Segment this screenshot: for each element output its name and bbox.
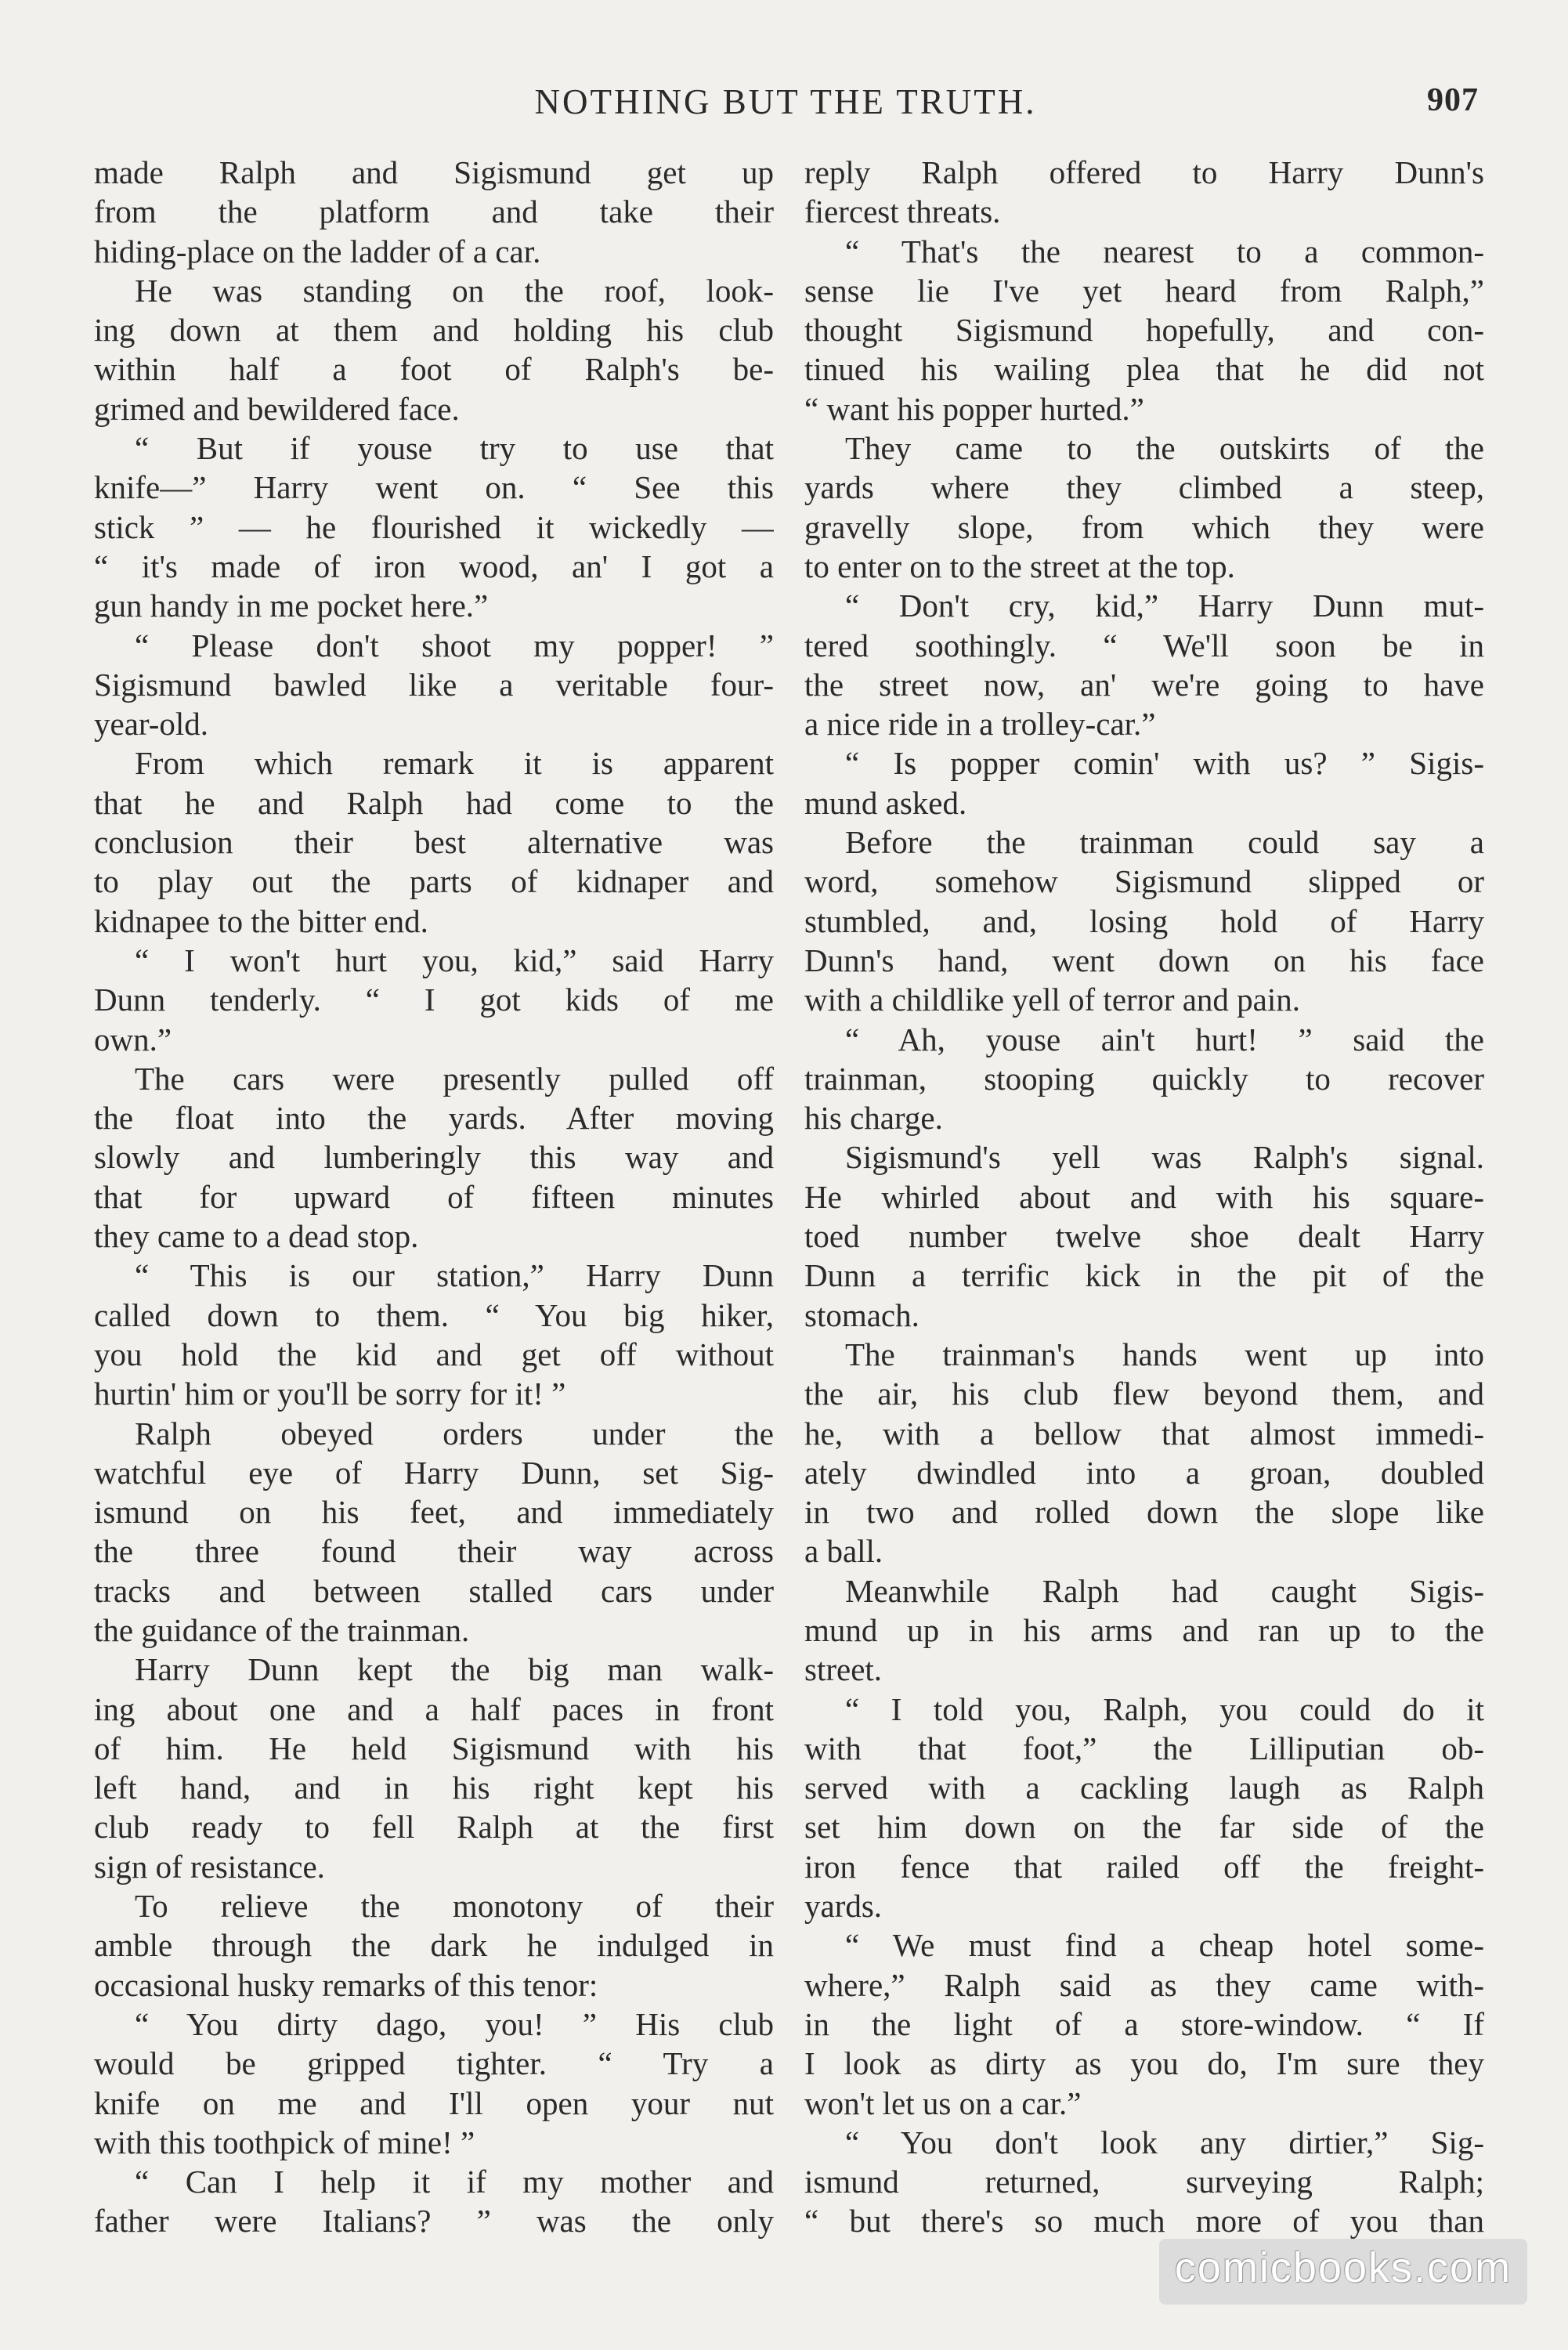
text-line: the air, his club flew beyond them, and [804,1376,1484,1412]
text-line: thought Sigismund hopefully, and con- [804,312,1484,349]
text-line: trainman, stooping quickly to recover [804,1060,1484,1097]
watermark-text: comicbooks.com [1174,2244,1512,2291]
text-line: sense lie I've yet heard from Ralph,” [804,272,1484,309]
text-line: “ You dirty dago, you! ” His club [135,2005,774,2042]
text-line: “ This is our station,” Harry Dunn [135,1257,774,1294]
text-line: knife—” Harry went on. “ See this [94,469,774,506]
text-line: year-old. [94,706,209,743]
text-line: father were Italians? ” was the only [94,2203,774,2240]
text-line: Dunn's hand, went down on his face [804,942,1484,978]
text-line: “ But if youse try to use that [135,430,774,467]
text-line: I look as dirty as you do, I'm sure they [804,2045,1484,2082]
text-line: yards where they climbed a steep, [804,469,1484,506]
text-line: sign of resistance. [94,1848,325,1885]
text-line: hiding-place on the ladder of a car. [94,233,541,269]
text-line: stomach. [804,1296,919,1333]
text-line: he, with a bellow that almost immedi- [804,1415,1484,1452]
text-line: would be gripped tighter. “ Try a [94,2045,774,2082]
left-text-column [94,153,774,2241]
text-line: mund asked. [804,784,967,821]
running-head [92,81,1479,128]
text-line: with a childlike yell of terror and pain. [804,982,1301,1018]
text-line: from the platform and take their [94,193,774,230]
text-line: that he and Ralph had come to the [94,784,774,821]
text-line: “ it's made of iron wood, an' I got a [94,548,774,584]
text-line: Dunn tenderly. “ I got kids of me [94,982,774,1018]
text-line: From which remark it is apparent [135,745,774,782]
text-line: tracks and between stalled cars under [94,1572,774,1609]
text-line: the street now, an' we're going to have [804,666,1484,703]
text-line: He whirled about and with his square- [804,1178,1484,1215]
text-line: To relieve the monotony of their [135,1888,774,1925]
text-line: set him down on the far side of the [804,1809,1484,1846]
text-line: reply Ralph offered to Harry Dunn's [804,154,1484,190]
page-number: 907 [1427,82,1479,118]
text-line: “ Can I help it if my mother and [135,2164,774,2200]
text-line: Ralph obeyed orders under the [135,1415,774,1452]
text-line: “ You don't look any dirtier,” Sig- [845,2124,1484,2160]
text-line: they came to a dead stop. [94,1218,419,1255]
text-line: slowly and lumberingly this way and [94,1139,774,1176]
text-line: The trainman's hands went up into [845,1336,1484,1372]
text-line: the guidance of the trainman. [94,1611,470,1648]
text-line: occasional husky remarks of this tenor: [94,1966,598,2003]
text-line: served with a cackling laugh as Ralph [804,1770,1484,1806]
text-line: word, somehow Sigismund slipped or [804,863,1484,900]
text-line: mund up in his arms and ran up to the [804,1611,1484,1648]
text-line: gravelly slope, from which they were [804,508,1484,545]
text-line: his charge. [804,1100,943,1137]
text-line: gun handy in me pocket here.” [94,588,489,624]
text-line: ismund returned, surveying Ralph; [804,2164,1484,2200]
text-line: of him. He held Sigismund with his [94,1730,774,1766]
text-line: “ Don't cry, kid,” Harry Dunn mut- [845,588,1484,624]
text-line: tinued his wailing plea that he did not [804,351,1484,388]
text-line: where,” Ralph said as they came with- [804,1966,1484,2003]
text-line: “ We must find a cheap hotel some- [845,1927,1484,1964]
text-line: in the light of a store-window. “ If [804,2005,1484,2042]
text-line: “ Ah, youse ain't hurt! ” said the [845,1021,1484,1058]
text-line: The cars were presently pulled off [135,1060,774,1097]
text-line: Sigismund bawled like a veritable four- [94,666,774,703]
text-line: in two and rolled down the slope like [804,1494,1484,1531]
text-line: ismund on his feet, and immediately [94,1494,774,1531]
text-line: knife on me and I'll open your nut [94,2084,774,2121]
text-line: fiercest threats. [804,193,1001,230]
text-line: hurtin' him or you'll be sorry for it! ” [94,1376,566,1412]
text-line: Dunn a terrific kick in the pit of the [804,1257,1484,1294]
text-line: “ want his popper hurted.” [804,390,1144,427]
text-line: left hand, and in his right kept his [94,1770,774,1806]
text-line: the float into the yards. After moving [94,1100,774,1137]
page-title: NOTHING BUT THE TRUTH. [534,82,1037,121]
text-line: street. [804,1651,883,1688]
text-line: called down to them. “ You big hiker, [94,1296,774,1333]
text-line: Meanwhile Ralph had caught Sigis- [845,1572,1484,1609]
text-line: amble through the dark he indulged in [94,1927,774,1964]
text-line: to enter on to the street at the top. [804,548,1235,584]
text-line: within half a foot of Ralph's be- [94,351,774,388]
text-line: Sigismund's yell was Ralph's signal. [845,1139,1484,1176]
watermark-logo [1159,2239,1527,2305]
text-line: “ I won't hurt you, kid,” said Harry [135,942,774,978]
text-line: yards. [804,1888,883,1925]
text-line: that for upward of fifteen minutes [94,1178,774,1215]
text-line: Before the trainman could say a [845,824,1484,861]
text-line: with this toothpick of mine! ” [94,2124,475,2160]
text-line: you hold the kid and get off without [94,1336,774,1372]
text-line: ately dwindled into a groan, doubled [804,1454,1484,1491]
text-line: “ That's the nearest to a common- [845,233,1484,269]
text-line: conclusion their best alternative was [94,824,774,861]
text-line: He was standing on the roof, look- [135,272,774,309]
text-line: stick ” — he flourished it wickedly — [94,508,774,545]
text-line: the three found their way across [94,1533,774,1570]
text-line: iron fence that railed off the freight- [804,1848,1484,1885]
text-line: Harry Dunn kept the big man walk- [135,1651,774,1688]
text-line: “ Please don't shoot my popper! ” [135,627,774,663]
text-line: stumbled, and, losing hold of Harry [804,902,1484,939]
text-line: club ready to fell Ralph at the first [94,1809,774,1846]
text-line: “ Is popper comin' with us? ” Sigis- [845,745,1484,782]
text-line: to play out the parts of kidnaper and [94,863,774,900]
text-line: won't let us on a car.” [804,2084,1082,2121]
text-line: with that foot,” the Lilliputian ob- [804,1730,1484,1766]
text-line: tered soothingly. “ We'll soon be in [804,627,1484,663]
text-line: a ball. [804,1533,883,1570]
text-line: made Ralph and Sigismund get up [94,154,774,190]
right-text-column [804,153,1484,2241]
text-line: a nice ride in a trolley-car.” [804,706,1156,743]
text-line: ing about one and a half paces in front [94,1690,774,1727]
text-line: toed number twelve shoe dealt Harry [804,1218,1484,1255]
text-line: grimed and bewildered face. [94,390,460,427]
text-line: “ but there's so much more of you than [804,2203,1484,2240]
text-line: “ I told you, Ralph, you could do it [845,1690,1484,1727]
text-line: ing down at them and holding his club [94,312,774,349]
text-line: own.” [94,1021,172,1058]
text-line: kidnapee to the bitter end. [94,902,428,939]
text-line: They came to the outskirts of the [845,430,1484,467]
text-line: watchful eye of Harry Dunn, set Sig- [94,1454,774,1491]
